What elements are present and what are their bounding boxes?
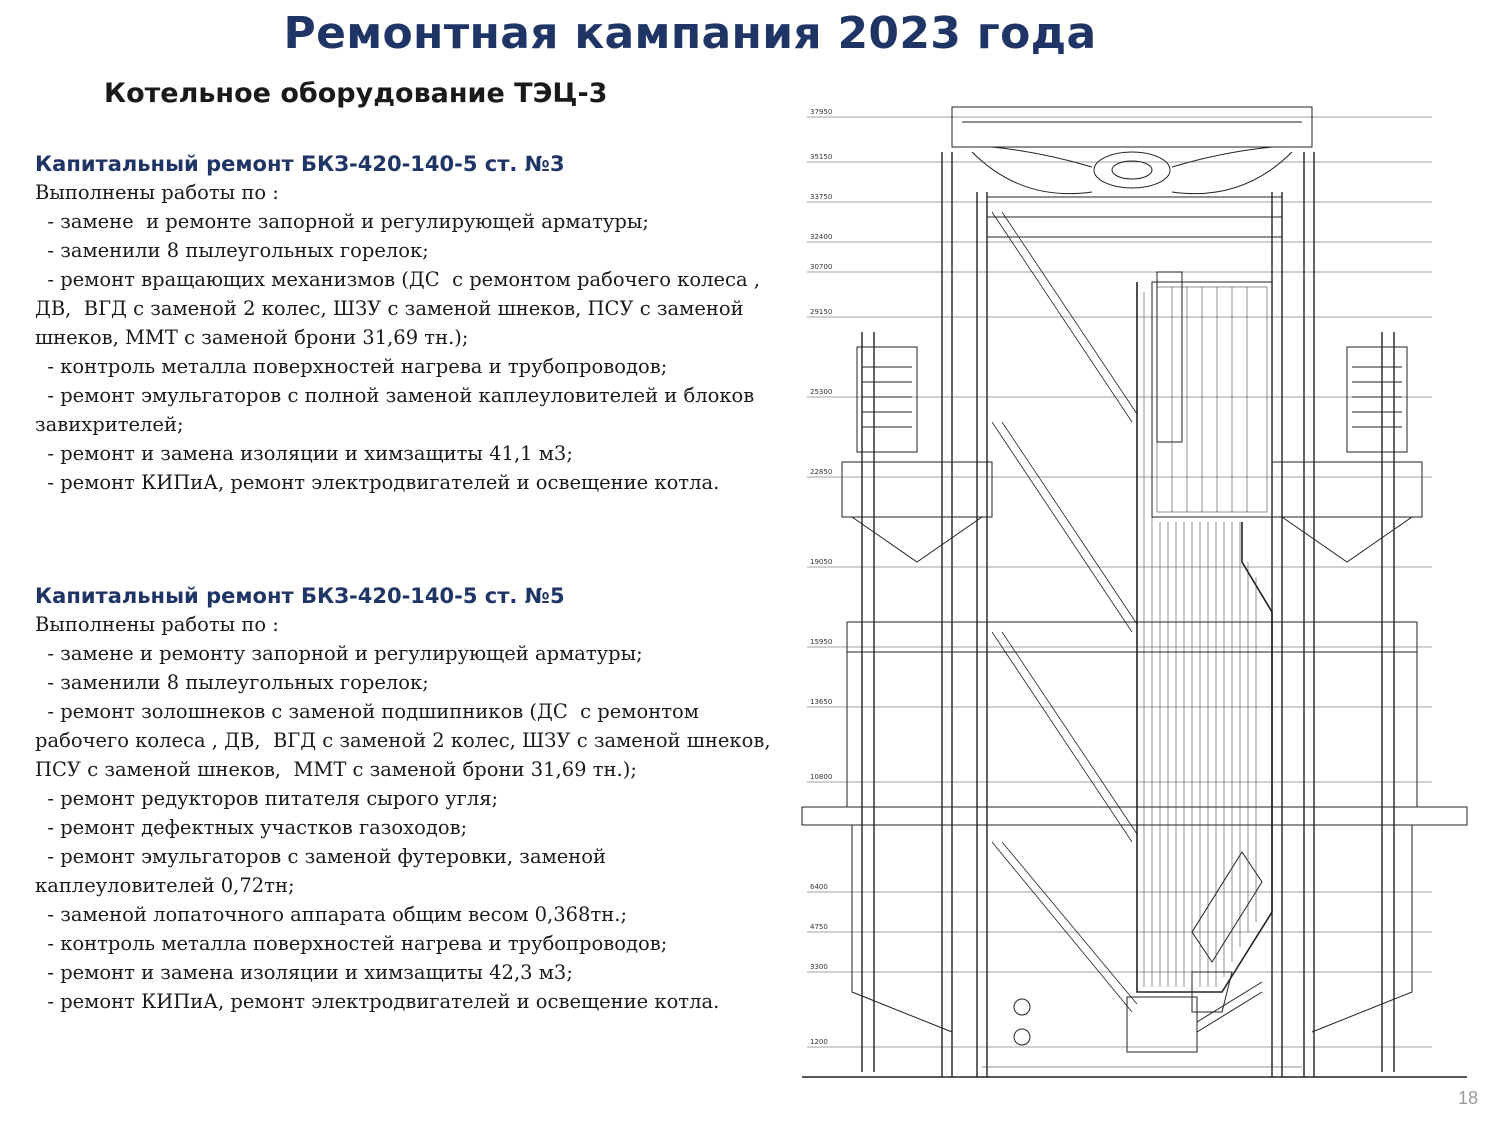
frame-columns xyxy=(862,152,1394,1077)
page-number: 18 xyxy=(1457,1088,1478,1108)
work-item: - ремонт и замена изоляции и химзащиты 41,1 м3; xyxy=(35,442,573,465)
elevation-mark: 10800 xyxy=(810,773,833,781)
elevation-mark: 32400 xyxy=(810,233,833,241)
elevation-mark: 19050 xyxy=(810,558,833,566)
work-item: - заменой лопаточного аппарата общим весом 0,368тн.; xyxy=(35,903,628,926)
section-heading: Капитальный ремонт БКЗ-420-140-5 ст. №3 xyxy=(35,152,565,176)
work-item: - заменили 8 пылеугольных горелок; xyxy=(35,239,429,262)
repair-section-unit-5 xyxy=(35,584,775,1016)
section-intro: Выполнены работы по : xyxy=(35,613,279,636)
work-list xyxy=(35,639,775,1016)
elevation-mark: 6400 xyxy=(810,883,828,891)
elevation-mark: 29150 xyxy=(810,308,833,316)
air-heater-left xyxy=(842,347,992,562)
elevation-mark: 37950 xyxy=(810,108,833,116)
work-item: - ремонт вращающих механизмов (ДС с ремонтом рабочего колеса , ДВ, ВГД с заменой 2 колес, ШЗУ с заменой шнеков, ПСУ с заменой шнеков, ММТ с заменой брони 31,69 тн.); xyxy=(35,268,767,349)
work-item: - ремонт КИПиА, ремонт электродвигателей и освещение котла. xyxy=(35,471,720,494)
work-item: - ремонт и замена изоляции и химзащиты 42,3 м3; xyxy=(35,961,573,984)
page-subtitle: Котельное оборудование ТЭЦ-3 xyxy=(104,78,608,109)
work-item: - замене и ремонте запорной и регулирующей арматуры; xyxy=(35,210,649,233)
air-heater-right xyxy=(1272,347,1422,562)
work-item: - ремонт эмульгаторов с полной заменой каплеуловителей и блоков завихрителей; xyxy=(35,384,761,436)
furnace-body xyxy=(1137,272,1272,992)
work-item: - замене и ремонту запорной и регулирующей арматуры; xyxy=(35,642,643,665)
work-item: - ремонт золошнеков с заменой подшипников (ДС с ремонтом рабочего колеса , ДВ, ВГД с заменой 2 колес, ШЗУ с заменой шнеков, ПСУ с заменой шнеков, ММТ с заменой брони 31,69 тн.); xyxy=(35,700,777,781)
work-item: - ремонт дефектных участков газоходов; xyxy=(35,816,468,839)
work-item: - ремонт эмульгаторов с заменой футеровки, заменой каплеуловителей 0,72тн; xyxy=(35,845,613,897)
elevation-levels xyxy=(807,117,1432,1047)
elevation-mark: 25300 xyxy=(810,388,833,396)
work-item: - контроль металла поверхностей нагрева и трубопроводов; xyxy=(35,932,668,955)
section-intro: Выполнены работы по : xyxy=(35,181,279,204)
lower-casing xyxy=(802,622,1467,1052)
elevation-mark: 4750 xyxy=(810,923,828,931)
elevation-mark: 1200 xyxy=(810,1038,828,1046)
elevation-mark: 22850 xyxy=(810,468,833,476)
elevation-mark: 33750 xyxy=(810,193,833,201)
elevation-labels xyxy=(810,108,832,1046)
elevation-mark: 30700 xyxy=(810,263,833,271)
elevation-mark: 13650 xyxy=(810,698,833,706)
elevation-mark: 3300 xyxy=(810,963,828,971)
boiler-technical-drawing xyxy=(792,92,1472,1082)
work-item: - ремонт КИПиА, ремонт электродвигателей и освещение котла. xyxy=(35,990,720,1013)
page-title: Ремонтная кампания 2023 года xyxy=(283,8,1097,59)
work-item: - контроль металла поверхностей нагрева и трубопроводов; xyxy=(35,355,668,378)
work-item: - ремонт редукторов питателя сырого угля; xyxy=(35,787,499,810)
elevation-mark: 15950 xyxy=(810,638,833,646)
work-item: - заменили 8 пылеугольных горелок; xyxy=(35,671,429,694)
work-list xyxy=(35,207,775,497)
section-heading: Капитальный ремонт БКЗ-420-140-5 ст. №5 xyxy=(35,584,565,608)
ground-line xyxy=(802,1067,1467,1077)
repair-section-unit-3 xyxy=(35,152,775,497)
elevation-mark: 35150 xyxy=(810,153,833,161)
